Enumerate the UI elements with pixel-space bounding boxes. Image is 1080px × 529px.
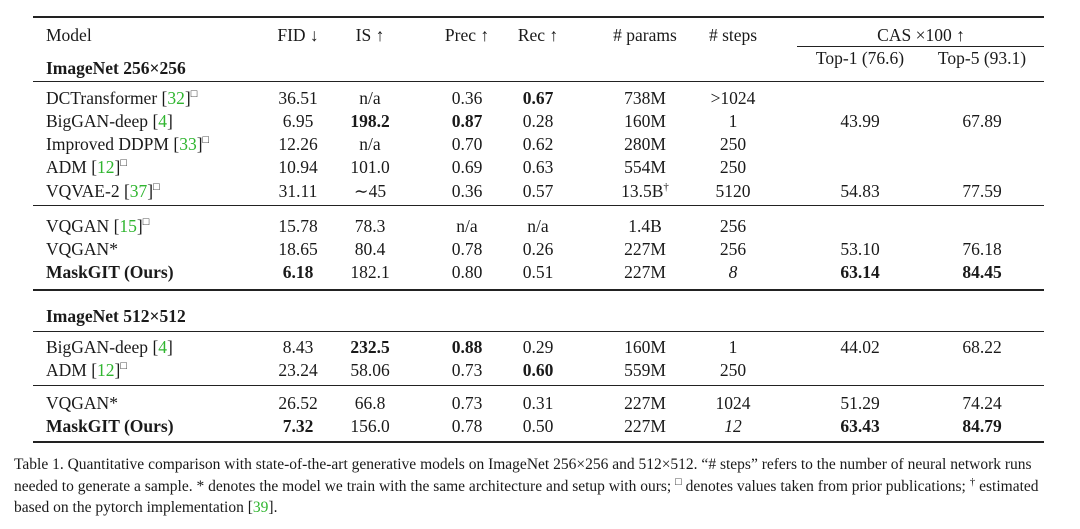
section-title: ImageNet 512×512 bbox=[46, 306, 186, 326]
params-value: 160M bbox=[624, 337, 666, 357]
model-name: MaskGIT (Ours) bbox=[46, 262, 174, 282]
is-value: 232.5 bbox=[350, 337, 390, 357]
model-cell bbox=[46, 415, 174, 437]
prec-cell bbox=[452, 156, 483, 178]
top5-value: 84.79 bbox=[962, 416, 1002, 436]
steps-value: 1 bbox=[728, 337, 738, 357]
model-name: MaskGIT (Ours) bbox=[46, 416, 174, 436]
prec-value: 0.78 bbox=[451, 239, 483, 259]
steps-cell bbox=[716, 180, 751, 202]
rule-4 bbox=[33, 331, 1044, 332]
caption-text-2: denotes values taken from prior publications; bbox=[681, 477, 970, 495]
is-cell bbox=[355, 215, 386, 237]
rec-value: 0.51 bbox=[522, 262, 554, 282]
model-name: BigGAN-deep bbox=[46, 111, 153, 131]
params-value: 280M bbox=[624, 134, 666, 154]
is-cell bbox=[359, 87, 380, 109]
fid-cell bbox=[283, 336, 314, 358]
rec-cell bbox=[523, 87, 554, 109]
params-value: 227M bbox=[624, 393, 666, 413]
prec-value: 0.69 bbox=[451, 157, 483, 177]
top1-cell bbox=[840, 180, 879, 202]
section-title: ImageNet 256×256 bbox=[46, 58, 186, 78]
rec-value: 0.67 bbox=[522, 88, 554, 108]
params-cell bbox=[628, 215, 662, 237]
params-value: 1.4B bbox=[628, 216, 662, 236]
caption-text-3: estimated based on the pytorch implementation [ bbox=[14, 477, 1039, 516]
params-cell bbox=[624, 261, 666, 283]
is-value: n/a bbox=[359, 88, 381, 108]
is-cell bbox=[350, 261, 389, 283]
citation-link[interactable]: 4 bbox=[158, 111, 168, 131]
is-cell bbox=[350, 415, 389, 437]
top5-value: 67.89 bbox=[962, 111, 1002, 131]
params-cell bbox=[624, 133, 666, 155]
is-value: 66.8 bbox=[354, 393, 386, 413]
is-cell bbox=[359, 133, 380, 155]
rec-value: 0.62 bbox=[522, 134, 554, 154]
prec-value: 0.80 bbox=[451, 262, 483, 282]
rule-3 bbox=[33, 289, 1044, 291]
top5-cell bbox=[962, 261, 1001, 283]
header-model: Model bbox=[46, 25, 92, 45]
steps-value: 250 bbox=[719, 360, 747, 380]
steps-cell bbox=[720, 133, 746, 155]
fid-cell bbox=[278, 87, 317, 109]
rec-value: 0.63 bbox=[522, 157, 554, 177]
rec-value: 0.31 bbox=[522, 393, 554, 413]
fid-cell bbox=[278, 156, 317, 178]
fid-value: 31.11 bbox=[278, 181, 318, 201]
citation-link[interactable]: 37 bbox=[129, 181, 148, 201]
fid-cell bbox=[283, 261, 314, 283]
rec-value: 0.28 bbox=[522, 111, 554, 131]
is-value: 101.0 bbox=[350, 157, 390, 177]
steps-value: 5120 bbox=[715, 181, 751, 201]
steps-cell bbox=[724, 415, 742, 437]
rec-cell bbox=[523, 180, 554, 202]
rec-cell bbox=[523, 156, 554, 178]
prec-value: 0.36 bbox=[451, 88, 483, 108]
steps-value: >1024 bbox=[710, 88, 756, 108]
prior-publication-mark: □ bbox=[120, 157, 128, 170]
is-value: 58.06 bbox=[350, 360, 390, 380]
params-value: 13.5B bbox=[621, 181, 664, 201]
fid-value: 10.94 bbox=[278, 157, 318, 177]
top5-cell bbox=[962, 110, 1001, 132]
params-value: 738M bbox=[624, 88, 666, 108]
params-value: 227M bbox=[624, 262, 666, 282]
rec-value: 0.50 bbox=[522, 416, 554, 436]
model-cell: BigGAN-deep [4] bbox=[46, 111, 173, 131]
steps-value: 8 bbox=[728, 262, 738, 282]
rec-value: 0.26 bbox=[522, 239, 554, 259]
params-value: 160M bbox=[624, 111, 666, 131]
model-cell: ADM [12]□ bbox=[46, 157, 128, 177]
prec-cell bbox=[452, 392, 483, 414]
model-cell: BigGAN-deep [4] bbox=[46, 337, 173, 357]
top1-cell bbox=[840, 392, 879, 414]
steps-value: 1024 bbox=[715, 393, 751, 413]
prec-cell bbox=[452, 180, 483, 202]
citation-link[interactable]: 12 bbox=[97, 360, 115, 380]
top1-cell bbox=[840, 336, 879, 358]
prior-publication-mark: □ bbox=[190, 88, 198, 101]
prec-value: 0.87 bbox=[451, 111, 483, 131]
params-cell bbox=[624, 415, 666, 437]
top5-cell bbox=[962, 180, 1001, 202]
steps-value: 250 bbox=[719, 134, 747, 154]
model-name: Improved DDPM bbox=[46, 134, 174, 154]
params-cell bbox=[624, 359, 666, 381]
params-cell bbox=[621, 180, 669, 202]
fid-value: 6.95 bbox=[282, 111, 314, 131]
fid-value: 23.24 bbox=[278, 360, 318, 380]
model-name: VQVAE-2 bbox=[46, 181, 124, 201]
top5-value: 74.24 bbox=[962, 393, 1002, 413]
top1-value: 51.29 bbox=[840, 393, 880, 413]
rec-cell bbox=[523, 359, 554, 381]
rec-cell bbox=[523, 415, 554, 437]
params-cell bbox=[624, 110, 666, 132]
model-name: ADM bbox=[46, 157, 92, 177]
rec-value: 0.29 bbox=[522, 337, 554, 357]
is-cell bbox=[350, 156, 389, 178]
is-cell bbox=[350, 359, 389, 381]
top5-value: 77.59 bbox=[962, 181, 1002, 201]
citation-link[interactable]: 15 bbox=[119, 216, 137, 236]
top1-cell bbox=[840, 261, 879, 283]
prior-publication-mark: □ bbox=[202, 134, 210, 147]
prec-value: 0.73 bbox=[451, 360, 483, 380]
model-name: DCTransformer bbox=[46, 88, 162, 108]
model-cell: VQGAN [15]□ bbox=[46, 216, 150, 236]
prec-value: 0.36 bbox=[451, 181, 483, 201]
header-top5: Top-5 (93.1) bbox=[937, 48, 1027, 68]
prior-publication-mark: □ bbox=[142, 216, 150, 229]
top5-value: 68.22 bbox=[962, 337, 1002, 357]
params-value: 559M bbox=[624, 360, 666, 380]
prec-cell bbox=[452, 110, 483, 132]
top5-cell bbox=[962, 238, 1001, 260]
caption-dagger-mark: † bbox=[969, 475, 976, 488]
top5-cell bbox=[962, 336, 1001, 358]
steps-cell bbox=[720, 238, 746, 260]
top1-value: 54.83 bbox=[840, 181, 880, 201]
steps-cell bbox=[716, 392, 751, 414]
top1-value: 63.14 bbox=[840, 262, 880, 282]
rule-2 bbox=[33, 205, 1044, 206]
top1-cell bbox=[840, 110, 879, 132]
model-cell bbox=[46, 261, 174, 283]
fid-value: 8.43 bbox=[282, 337, 314, 357]
model-name: ADM bbox=[46, 360, 92, 380]
header-rec: Rec ↑ bbox=[517, 25, 559, 45]
prec-value: 0.88 bbox=[451, 337, 483, 357]
header-prec: Prec ↑ bbox=[444, 25, 490, 45]
rec-value: 0.57 bbox=[522, 181, 554, 201]
is-value: ∼45 bbox=[353, 181, 387, 201]
dagger-mark: † bbox=[663, 181, 669, 194]
is-cell bbox=[350, 336, 389, 358]
steps-value: 250 bbox=[719, 157, 747, 177]
header-cas: CAS ×100 ↑ bbox=[877, 25, 965, 45]
top5-cell bbox=[962, 415, 1001, 437]
caption-square-mark: □ bbox=[675, 475, 682, 488]
fid-value: 18.65 bbox=[278, 239, 318, 259]
prior-publication-mark: □ bbox=[153, 181, 160, 194]
citation-link[interactable]: 12 bbox=[97, 157, 115, 177]
is-cell bbox=[355, 238, 386, 260]
model-cell: ADM [12]□ bbox=[46, 360, 128, 380]
prec-cell bbox=[452, 133, 483, 155]
model-name: VQGAN bbox=[46, 216, 114, 236]
fid-value: 7.32 bbox=[282, 416, 314, 436]
fid-cell bbox=[278, 215, 317, 237]
is-cell bbox=[350, 110, 389, 132]
steps-value: 256 bbox=[719, 239, 747, 259]
model-name: BigGAN-deep bbox=[46, 337, 153, 357]
citation-link[interactable]: 32 bbox=[167, 88, 185, 108]
is-value: 78.3 bbox=[354, 216, 386, 236]
caption-text-1: Table 1. Quantitative comparison with state-of-the-art generative models on ImageNet 256×256 and 512×512. “# steps” refers to the number of neural network runs needed to generate a sample. * denotes the model we train with the same architecture and setup with ours; bbox=[14, 456, 1032, 495]
model-cell: Improved DDPM [33]□ bbox=[46, 134, 210, 154]
steps-cell bbox=[720, 359, 746, 381]
caption-text-4: ]. bbox=[268, 499, 278, 516]
prec-cell bbox=[452, 261, 483, 283]
top1-cell bbox=[840, 238, 879, 260]
prec-cell bbox=[452, 87, 483, 109]
fid-cell bbox=[283, 110, 314, 132]
rec-cell bbox=[527, 215, 548, 237]
top5-value: 84.45 bbox=[962, 262, 1002, 282]
is-value: n/a bbox=[359, 134, 381, 154]
params-value: 227M bbox=[624, 239, 666, 259]
top1-value: 53.10 bbox=[840, 239, 880, 259]
rec-cell bbox=[523, 392, 554, 414]
fid-cell bbox=[278, 359, 317, 381]
steps-value: 1 bbox=[728, 111, 738, 131]
prec-value: 0.73 bbox=[451, 393, 483, 413]
prec-cell bbox=[452, 238, 483, 260]
is-cell bbox=[355, 392, 386, 414]
header-params: # params bbox=[613, 25, 677, 45]
header-top1: Top-1 (76.6) bbox=[815, 48, 905, 68]
fid-value: 36.51 bbox=[278, 88, 318, 108]
params-value: 227M bbox=[624, 416, 666, 436]
caption-citation[interactable]: 39 bbox=[252, 499, 269, 516]
steps-value: 12 bbox=[724, 416, 742, 436]
prec-cell bbox=[456, 215, 477, 237]
top5-value: 76.18 bbox=[962, 239, 1002, 259]
is-value: 198.2 bbox=[350, 111, 390, 131]
top1-value: 44.02 bbox=[840, 337, 880, 357]
rec-cell bbox=[523, 110, 554, 132]
top1-cell bbox=[840, 415, 879, 437]
model-cell: VQVAE-2 [37]□ bbox=[46, 181, 160, 201]
fid-value: 15.78 bbox=[278, 216, 318, 236]
prec-cell bbox=[452, 359, 483, 381]
fid-cell bbox=[278, 133, 317, 155]
params-cell bbox=[624, 336, 666, 358]
model-cell: DCTransformer [32]□ bbox=[46, 88, 198, 108]
top1-value: 43.99 bbox=[840, 111, 880, 131]
fid-cell bbox=[278, 238, 317, 260]
fid-value: 26.52 bbox=[278, 393, 318, 413]
prec-value: 0.78 bbox=[451, 416, 483, 436]
steps-cell bbox=[729, 110, 738, 132]
is-value: 182.1 bbox=[350, 262, 390, 282]
fid-cell bbox=[283, 415, 314, 437]
rec-cell bbox=[523, 261, 554, 283]
steps-cell bbox=[711, 87, 756, 109]
model-name: VQGAN* bbox=[46, 239, 118, 259]
header-is: IS ↑ bbox=[355, 25, 385, 45]
rec-cell bbox=[523, 133, 554, 155]
prec-value: n/a bbox=[456, 216, 478, 236]
steps-value: 256 bbox=[719, 216, 747, 236]
table-caption bbox=[14, 454, 1074, 519]
rec-value: n/a bbox=[527, 216, 549, 236]
is-value: 80.4 bbox=[354, 239, 386, 259]
fid-cell bbox=[278, 392, 317, 414]
table-top-rule bbox=[33, 16, 1044, 18]
fid-cell bbox=[279, 180, 318, 202]
prec-cell bbox=[452, 415, 483, 437]
model-cell bbox=[46, 238, 118, 260]
rule-5 bbox=[33, 385, 1044, 386]
params-cell bbox=[624, 238, 666, 260]
is-cell bbox=[354, 180, 386, 202]
header-fid: FID ↓ bbox=[277, 25, 319, 45]
fid-value: 12.26 bbox=[278, 134, 318, 154]
steps-cell bbox=[720, 156, 746, 178]
rec-cell bbox=[523, 336, 554, 358]
table-bottom-rule bbox=[33, 441, 1044, 443]
params-cell bbox=[624, 156, 666, 178]
top1-value: 63.43 bbox=[840, 416, 880, 436]
model-cell bbox=[46, 392, 118, 414]
rec-cell bbox=[523, 238, 554, 260]
steps-cell bbox=[729, 261, 738, 283]
citation-link[interactable]: 4 bbox=[158, 337, 168, 357]
fid-value: 6.18 bbox=[282, 262, 314, 282]
params-cell bbox=[624, 392, 666, 414]
prec-value: 0.70 bbox=[451, 134, 483, 154]
top5-cell bbox=[962, 392, 1001, 414]
params-value: 554M bbox=[624, 157, 666, 177]
params-cell bbox=[624, 87, 666, 109]
rec-value: 0.60 bbox=[522, 360, 554, 380]
header-steps: # steps bbox=[708, 25, 758, 45]
is-value: 156.0 bbox=[350, 416, 390, 436]
prior-publication-mark: □ bbox=[120, 360, 128, 373]
citation-link[interactable]: 33 bbox=[179, 134, 197, 154]
model-name: VQGAN* bbox=[46, 393, 118, 413]
steps-cell bbox=[720, 215, 746, 237]
rule-1 bbox=[33, 81, 1044, 82]
prec-cell bbox=[452, 336, 483, 358]
steps-cell bbox=[729, 336, 738, 358]
